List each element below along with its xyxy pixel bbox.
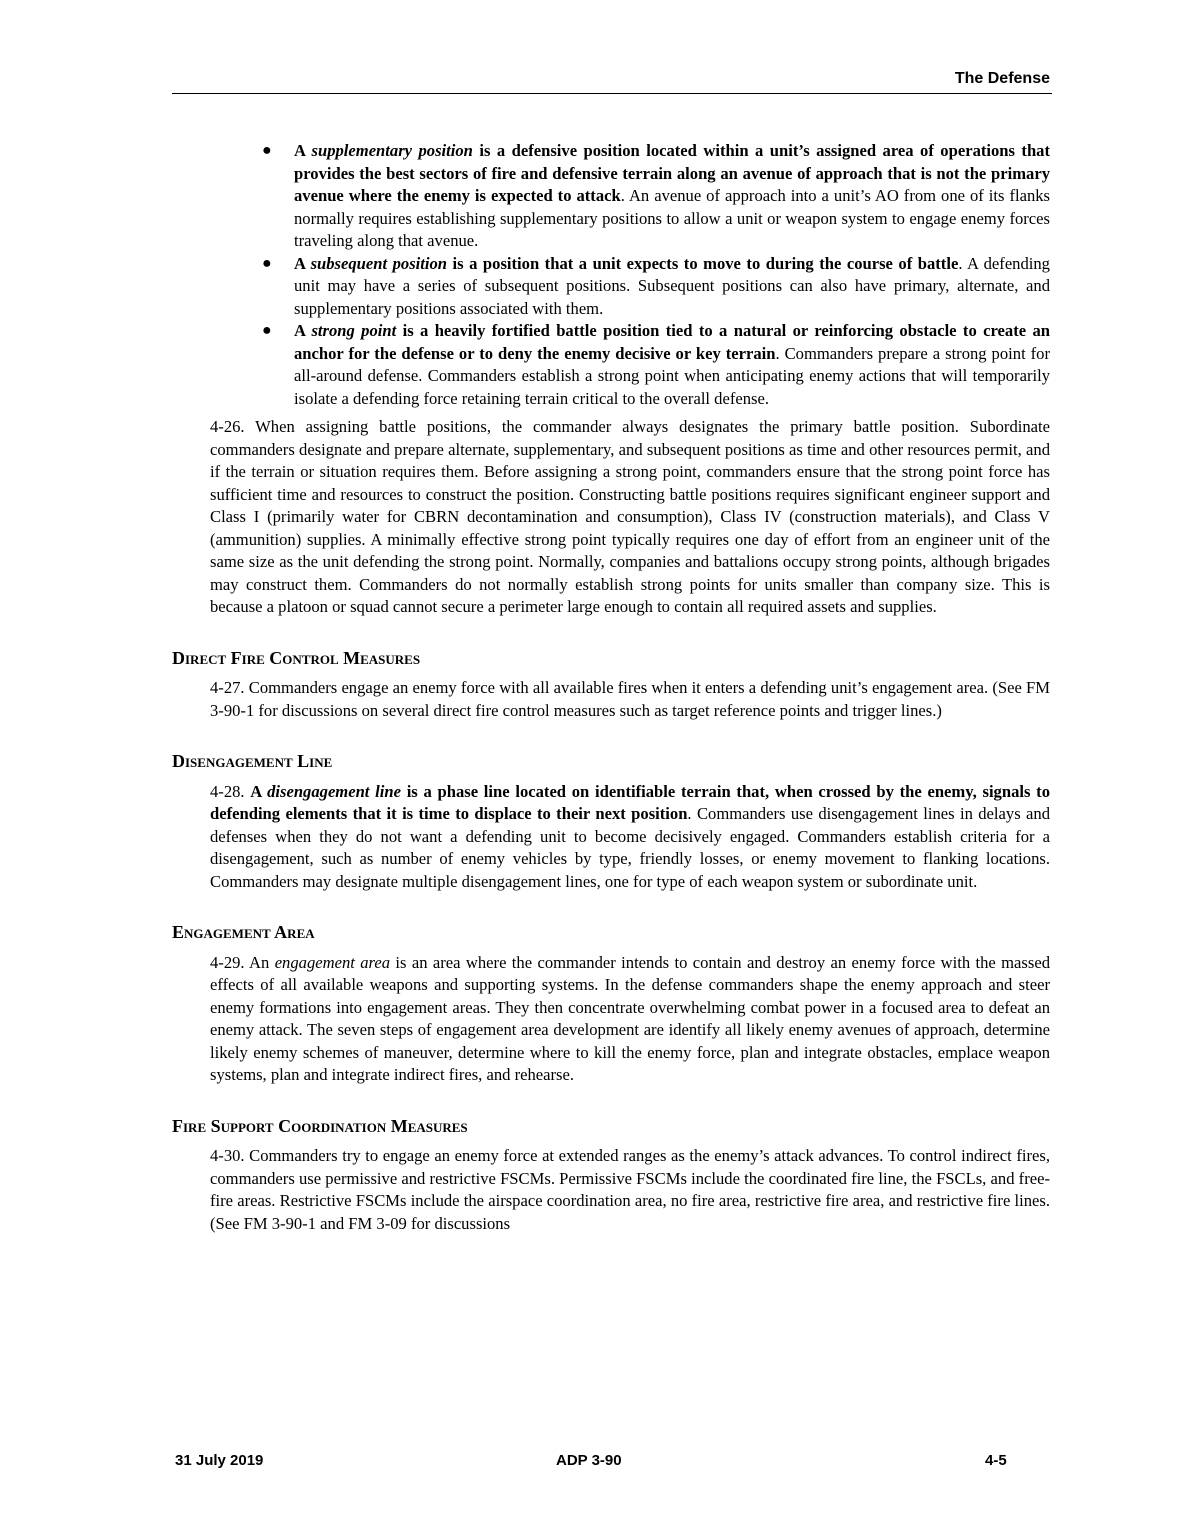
bullet-definition: is a heavily fortified battle position tied to a natural or reinforcing obstacle to create an anchor for the defense or to deny the enemy decisive or key terrain	[294, 321, 1050, 363]
position-bullet-list	[210, 140, 1050, 410]
bullet-text: . A defending unit may have a series of subsequent positions. Subsequent positions can also have primary, alternate, and supplementary positions associated with them.	[294, 253, 1050, 318]
paragraph-text: . Commanders use disengagement lines in delays and defenses when they do not want a defending unit to become decisively engaged. Commanders establish criteria for a disengagement, such as number of enemy vehicles by type, friendly losses, or enemy movement to flanking locations. Commanders may designate multiple disengagement lines, one for type of each weapon system or subordinate unit.	[210, 804, 1050, 891]
body-content	[172, 140, 1051, 1235]
bullet-dot-icon: ●	[262, 254, 272, 272]
heading-direct-fire-control-measures: Direct Fire Control Measures	[172, 647, 421, 668]
footer-page-number: 4-5	[985, 1452, 1007, 1469]
bullet-definition: is a position that a unit expects to move to during the course of battle	[447, 253, 959, 273]
bullet-lead: A	[294, 141, 312, 160]
bullet-text: . Commanders prepare a strong point for all-around defense. Commanders establish a strong point when anticipating enemy actions that will temporarily isolate a defending force retaining terrain critical to the overall defense.	[294, 343, 1050, 408]
definition-text: is a phase line located on identifiable terrain that, when crossed by the enemy, signals to defending elements that it is time to displace to their next position	[210, 781, 1050, 823]
bullet-dot-icon: ●	[262, 322, 272, 339]
definition-term: disengagement line	[267, 781, 401, 801]
bullet-definition: is a defensive position located within a unit’s assigned area of operations that provides the best sectors of fire and defensive terrain along an avenue of approach that is not the primary avenue where the enemy is expected to attack	[294, 141, 1051, 205]
paragraph-4-26: 4-26. When assigning battle positions, the commander always designates the primary battle position. Subordinate commanders designate and prepare alternate, supplementary, and subsequent positions as time and other resources permit, and if the terrain or situation requires them. Before assigning a strong point, commanders ensure that the strong point force has sufficient time and resources to construct the position. Constructing battle positions requires significant engineer support and Class I (primarily water for CBRN decontamination and consumption), Class IV (construction materials), and Class V (ammunition) supplies. A minimally effective strong point typically requires one day of effort from an engineer unit of the same size as the unit defending the strong point. Normally, companies and battalions occupy strong points, although brigades may construct them. Commanders do not normally establish strong points for units smaller than company size. This is because a platoon or squad cannot secure a perimeter large enough to contain all required assets and supplies.	[210, 417, 1050, 616]
running-header-title: The Defense	[954, 70, 1050, 87]
paragraph-4-29	[210, 952, 1050, 1087]
bullet-supplementary-position	[210, 140, 1050, 253]
bullet-term: strong point	[311, 321, 397, 340]
header-rule	[172, 93, 1052, 94]
paragraph-number: 4-28.	[210, 781, 251, 801]
footer-date: 31 July 2019	[175, 1452, 264, 1469]
heading-disengagement-line: Disengagement Line	[172, 751, 333, 771]
bullet-term: supplementary position	[311, 141, 473, 160]
bullet-text: . An avenue of approach into a unit’s AO from one of its flanks normally requires establishing supplementary positions to allow a unit or weapon system to engage enemy forces traveling along that avenue.	[294, 186, 1050, 250]
paragraph-4-30: 4-30. Commanders try to engage an enemy force at extended ranges as the enemy’s attack advances. To control indirect fires, commanders use permissive and restrictive FSCMs. Permissive FSCMs include the coordinated fire line, the FSCLs, and free-fire areas. Restrictive FSCMs include the airspace coordination area, no fire area, restrictive fire area, and restrictive fire lines. (See FM 3-90-1 and FM 3-09 for discussions	[210, 1146, 1050, 1233]
bullet-term: subsequent position	[310, 253, 448, 273]
heading-engagement-area: Engagement Area	[172, 922, 315, 942]
paragraph-4-28	[210, 781, 1050, 894]
paragraph-number: 4-29. An	[210, 952, 275, 972]
footer-publication: ADP 3-90	[556, 1452, 622, 1469]
definition-lead: A	[250, 781, 268, 801]
bullet-strong-point	[210, 320, 1050, 410]
bullet-dot-icon: ●	[262, 142, 272, 159]
definition-term: engagement area	[274, 952, 391, 972]
paragraph-4-27: 4-27. Commanders engage an enemy force with all available fires when it enters a defending unit’s engagement area. (See FM 3-90-1 for discussions on several direct fire control measures such as target reference points and trigger lines.)	[210, 678, 1050, 720]
bullet-lead: A	[294, 253, 311, 273]
bullet-lead: A	[294, 321, 312, 340]
bullet-subsequent-position	[210, 253, 1050, 321]
heading-fire-support-coordination-measures: Fire Support Coordination Measures	[172, 1115, 468, 1136]
paragraph-text: is an area where the commander intends to contain and destroy an enemy force with the massed effects of all available weapons and supporting systems. In the defense commanders shape the enemy approach and steer enemy formations into engagement areas. They then concentrate overwhelming combat power in a focused area to defeat an enemy attack. The seven steps of engagement area development are identify all likely enemy avenues of approach, determine likely enemy schemes of maneuver, determine where to kill the enemy force, plan and integrate obstacles, emplace weapon systems, plan and integrate indirect fires, and rehearse.	[210, 952, 1050, 1084]
